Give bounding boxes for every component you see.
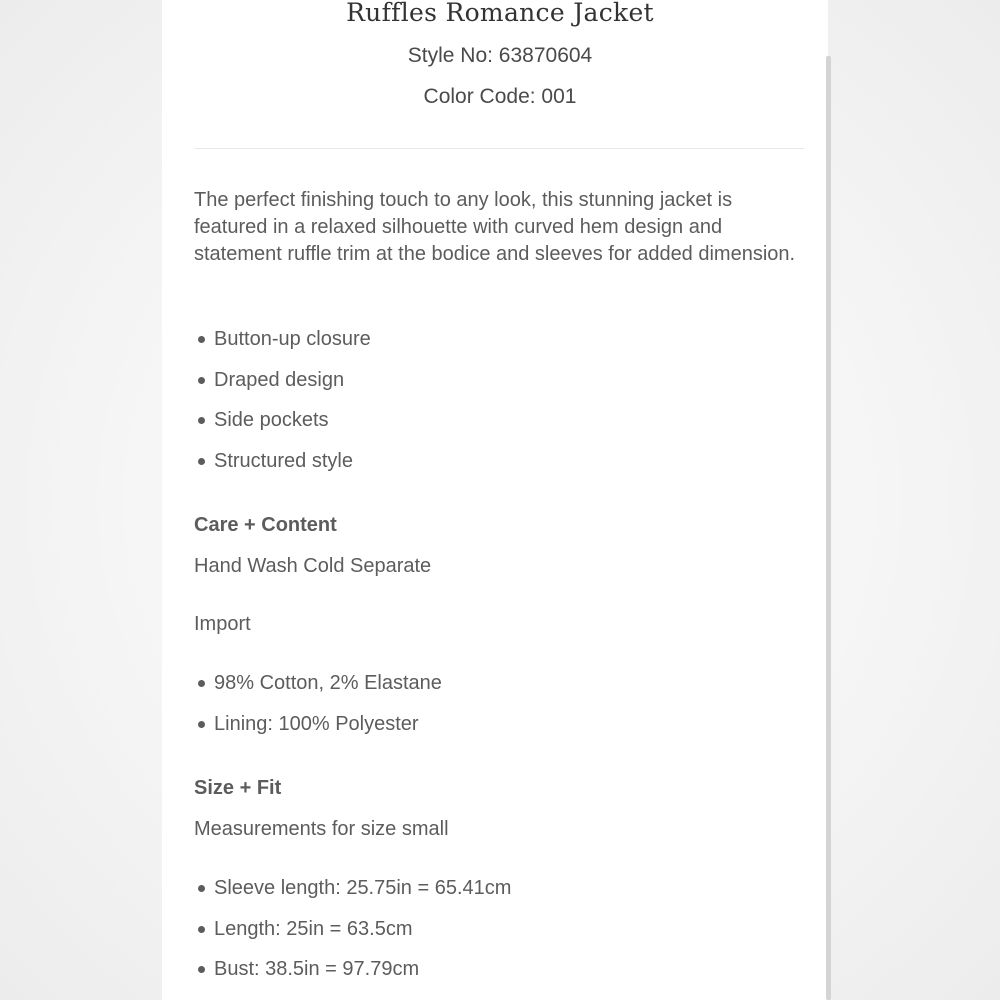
material-text: Lining: 100% Polyester [214,712,419,735]
bullet-icon [198,336,205,343]
bullet-icon [198,926,205,933]
list-item [194,446,804,487]
product-title: Ruffles Romance Jacket [346,0,654,27]
list-item [194,668,804,709]
bullet-icon [198,721,205,728]
care-content-heading: Care + Content [194,514,337,536]
feature-text: Side pockets [214,409,329,432]
bullet-icon [198,377,205,384]
feature-text: Structured style [214,449,353,472]
list-item [194,873,804,914]
color-code: Color Code: 001 [423,85,577,108]
care-wash-instructions: Hand Wash Cold Separate [194,555,432,577]
list-item [194,365,804,406]
bullet-icon [198,417,205,424]
list-item [194,324,804,365]
measurement-text: Sleeve length: 25.75in = 65.41cm [214,877,512,899]
header-divider [194,148,804,149]
product-description: The perfect finishing touch to any look, this stunning jacket is featured in a relaxed silhouette with curved hem design and statement ruffle trim at the bodice and sleeves for added dimension. [194,189,796,265]
measurement-text: Length: 25in = 63.5cm [214,917,413,940]
materials-list [194,668,804,749]
list-item [194,709,804,750]
feature-list [194,324,804,486]
bullet-icon [198,458,205,465]
measurement-text: Bust: 38.5in = 97.79cm [214,958,420,981]
care-origin: Import [194,613,251,635]
list-item [194,405,804,446]
feature-text: Draped design [214,368,345,391]
list-item [194,914,804,955]
size-fit-heading: Size + Fit [194,777,282,799]
size-note: Measurements for size small [194,818,449,840]
bullet-icon [198,680,205,687]
bullet-icon [198,966,205,973]
feature-text: Button-up closure [214,328,371,350]
bullet-icon [198,885,205,892]
product-details-panel [162,0,828,1000]
style-number: Style No: 63870604 [407,44,593,67]
scrollbar[interactable] [826,56,831,1000]
material-text: 98% Cotton, 2% Elastane [214,672,442,694]
measurements-list [194,873,804,995]
list-item [194,954,804,995]
